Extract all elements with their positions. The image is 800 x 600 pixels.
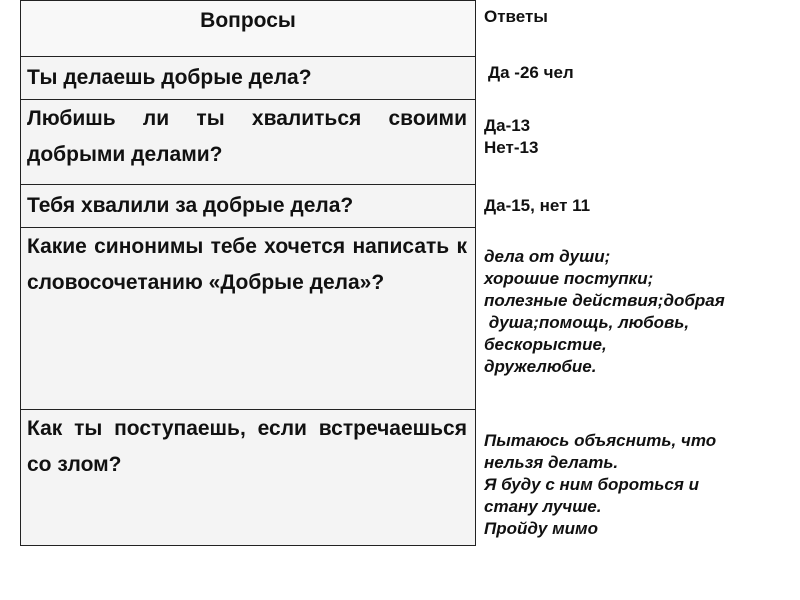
answer-line: полезные действия;добрая	[484, 291, 725, 310]
question-row	[20, 100, 476, 185]
answer-line: дружелюбие.	[484, 357, 597, 376]
questions-header	[20, 0, 476, 57]
question-text: Ты делаешь добрые дела?	[27, 66, 312, 89]
answer-line: дела от души;	[484, 247, 611, 266]
answer-line: Пройду мимо	[484, 519, 598, 538]
question-row	[20, 185, 476, 228]
answer-line: Нет-13	[484, 138, 539, 157]
answer-line: нельзя делать.	[484, 453, 619, 472]
answers-header: Ответы	[484, 7, 548, 26]
answer-line: Пытаюсь объяснить, что	[484, 431, 717, 450]
answer-line: Я буду с ним бороться и	[484, 475, 699, 494]
questions-table	[20, 0, 476, 546]
answer-3: Да-15, нет 11	[484, 196, 591, 215]
answer-line: Да-13	[484, 116, 531, 135]
answer-4	[484, 246, 725, 378]
answer-line: стану лучше.	[484, 497, 602, 516]
questions-header-text: Вопросы	[200, 9, 296, 32]
question-text: Тебя хвалили за добрые дела?	[27, 194, 354, 217]
answer-line: душа;помощь, любовь,	[484, 313, 690, 332]
question-row	[20, 57, 476, 100]
answer-line: бескорыстие,	[484, 335, 607, 354]
question-row	[20, 228, 476, 410]
answer-line: хорошие поступки;	[484, 269, 654, 288]
answer-2	[484, 115, 538, 159]
question-text: Какие синонимы тебе хочется написать к словосочетанию «Добрые дела»?	[27, 235, 467, 294]
answer-1: Да -26 чел	[488, 63, 574, 82]
question-row	[20, 410, 476, 546]
answer-5	[484, 430, 716, 540]
question-text: Любишь ли ты хвалиться своими добрыми делами?	[27, 107, 467, 166]
question-text: Как ты поступаешь, если встречаешься со злом?	[27, 417, 467, 476]
